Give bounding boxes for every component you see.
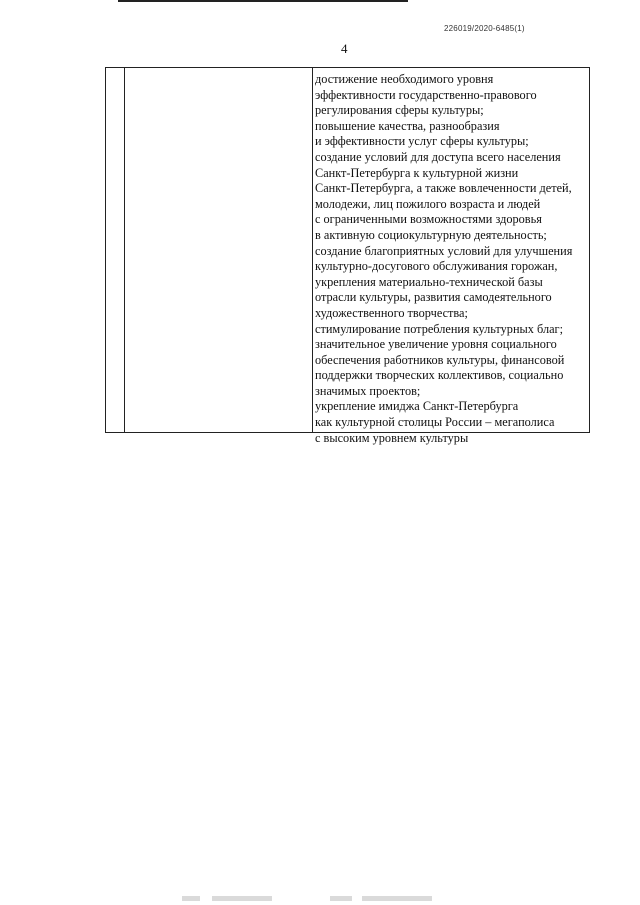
text-line: и эффективности услуг сферы культуры; <box>315 134 529 149</box>
scan-artifact <box>330 896 352 901</box>
column-divider-2 <box>312 68 313 432</box>
text-line: как культурной столицы России – мегаполиса <box>315 415 555 430</box>
text-line: регулирования сферы культуры; <box>315 103 484 118</box>
table-cell-goals <box>315 72 587 446</box>
scan-artifact <box>212 896 272 901</box>
text-line: Санкт-Петербурга к культурной жизни <box>315 165 519 180</box>
text-line: молодежи, лиц пожилого возраста и людей <box>315 196 541 211</box>
text-line: эффективности государственно-правового <box>315 87 537 102</box>
text-line: культурно-досугового обслуживания горожан, <box>315 259 558 274</box>
text-line: укрепления материально-технической базы <box>315 274 543 289</box>
text-line: стимулирование потребления культурных благ; <box>315 321 564 336</box>
content-table <box>105 67 590 445</box>
document-id: 226019/2020-6485(1) <box>444 24 525 33</box>
text-line: укрепление имиджа Санкт-Петербурга <box>315 399 519 414</box>
column-divider-1 <box>124 68 125 432</box>
scan-artifact <box>362 896 432 901</box>
text-line: поддержки творческих коллективов, социально <box>315 368 564 383</box>
text-line: значимых проектов; <box>315 383 421 398</box>
text-line: художественного творчества; <box>315 305 468 320</box>
top-rule <box>118 0 408 2</box>
text-line: обеспечения работников культуры, финансовой <box>315 352 565 367</box>
text-line: создание благоприятных условий для улучшения <box>315 243 573 258</box>
text-line: создание условий для доступа всего населения <box>315 149 561 164</box>
text-line: отрасли культуры, развития самодеятельного <box>315 290 552 305</box>
text-line: в активную социокультурную деятельность; <box>315 227 547 242</box>
page-number: 4 <box>341 41 348 56</box>
text-line: с ограниченными возможностями здоровья <box>315 212 542 227</box>
text-line: повышение качества, разнообразия <box>315 118 500 133</box>
text-line: с высоким уровнем культуры <box>315 430 469 445</box>
text-line: Санкт-Петербурга, а также вовлеченности детей, <box>315 181 572 196</box>
text-line: достижение необходимого уровня <box>315 72 494 86</box>
scan-artifact <box>182 896 200 901</box>
text-line: значительное увеличение уровня социального <box>315 337 557 352</box>
